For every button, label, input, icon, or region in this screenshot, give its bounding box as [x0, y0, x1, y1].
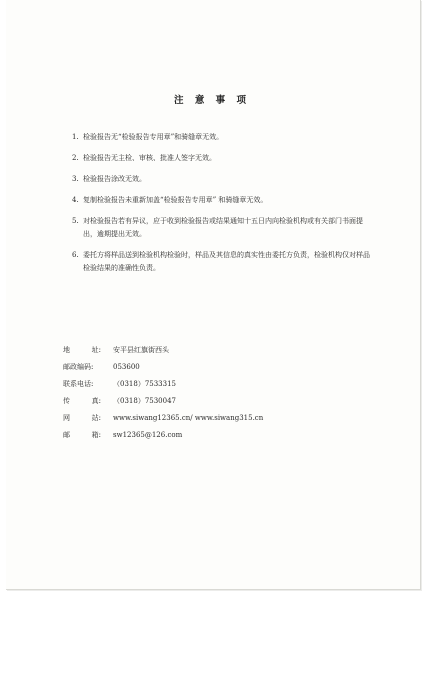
postcode-row [63, 361, 383, 374]
list-item [72, 249, 372, 275]
list-item [72, 194, 372, 207]
list-item [72, 131, 372, 144]
note-text: 复制检验报告未重新加盖“检验报告专用章” 和骑缝章无效。 [83, 196, 268, 204]
list-item [72, 173, 372, 186]
website-label: 网 站: [63, 414, 101, 422]
page-title: 注 意 事 项 [174, 95, 250, 106]
website-value: www.siwang12365.cn/ www.siwang315.cn [113, 414, 264, 422]
note-number: 4. [72, 196, 79, 204]
address-label: 地 址: [63, 346, 101, 354]
note-text: 委托方将样品送到检验机构检验时，样品及其信息的真实性由委托方负责，检验机构仅对样品检验结果的准确性负责。 [83, 251, 370, 272]
phone-label: 联系电话: [63, 380, 94, 388]
postcode-label: 邮政编码: [63, 363, 94, 371]
notes-list [72, 131, 372, 283]
fax-label: 传 真: [63, 397, 101, 405]
address-value: 安平县红旗街西头 [113, 346, 169, 354]
fax-value: （0318）7530047 [113, 397, 176, 405]
document-page [6, 0, 421, 590]
address-row [63, 344, 383, 357]
note-number: 2. [72, 154, 79, 162]
email-row [63, 429, 383, 442]
note-text: 检验报告涂改无效。 [83, 175, 146, 183]
note-number: 5. [72, 217, 79, 225]
contact-info [63, 344, 383, 446]
note-number: 1. [72, 133, 79, 141]
website-row [63, 412, 383, 425]
phone-row [63, 378, 383, 391]
fax-row [63, 395, 383, 408]
email-label: 邮 箱: [63, 431, 101, 439]
email-value: sw12365@126.com [113, 431, 183, 439]
note-text: 检验报告无主检、审核、批准人签字无效。 [83, 154, 216, 162]
note-text: 检验报告无“检验报告专用章”和骑缝章无效。 [83, 133, 224, 141]
postcode-value: 053600 [113, 363, 140, 371]
phone-value: （0318）7533315 [113, 380, 176, 388]
note-number: 3. [72, 175, 79, 183]
note-number: 6. [72, 251, 79, 259]
list-item [72, 215, 372, 241]
list-item [72, 152, 372, 165]
note-text: 对检验报告若有异议，应于收到检验报告或结果通知十五日内向检验机构或有关部门书面提出，逾期提出无效。 [83, 217, 363, 238]
